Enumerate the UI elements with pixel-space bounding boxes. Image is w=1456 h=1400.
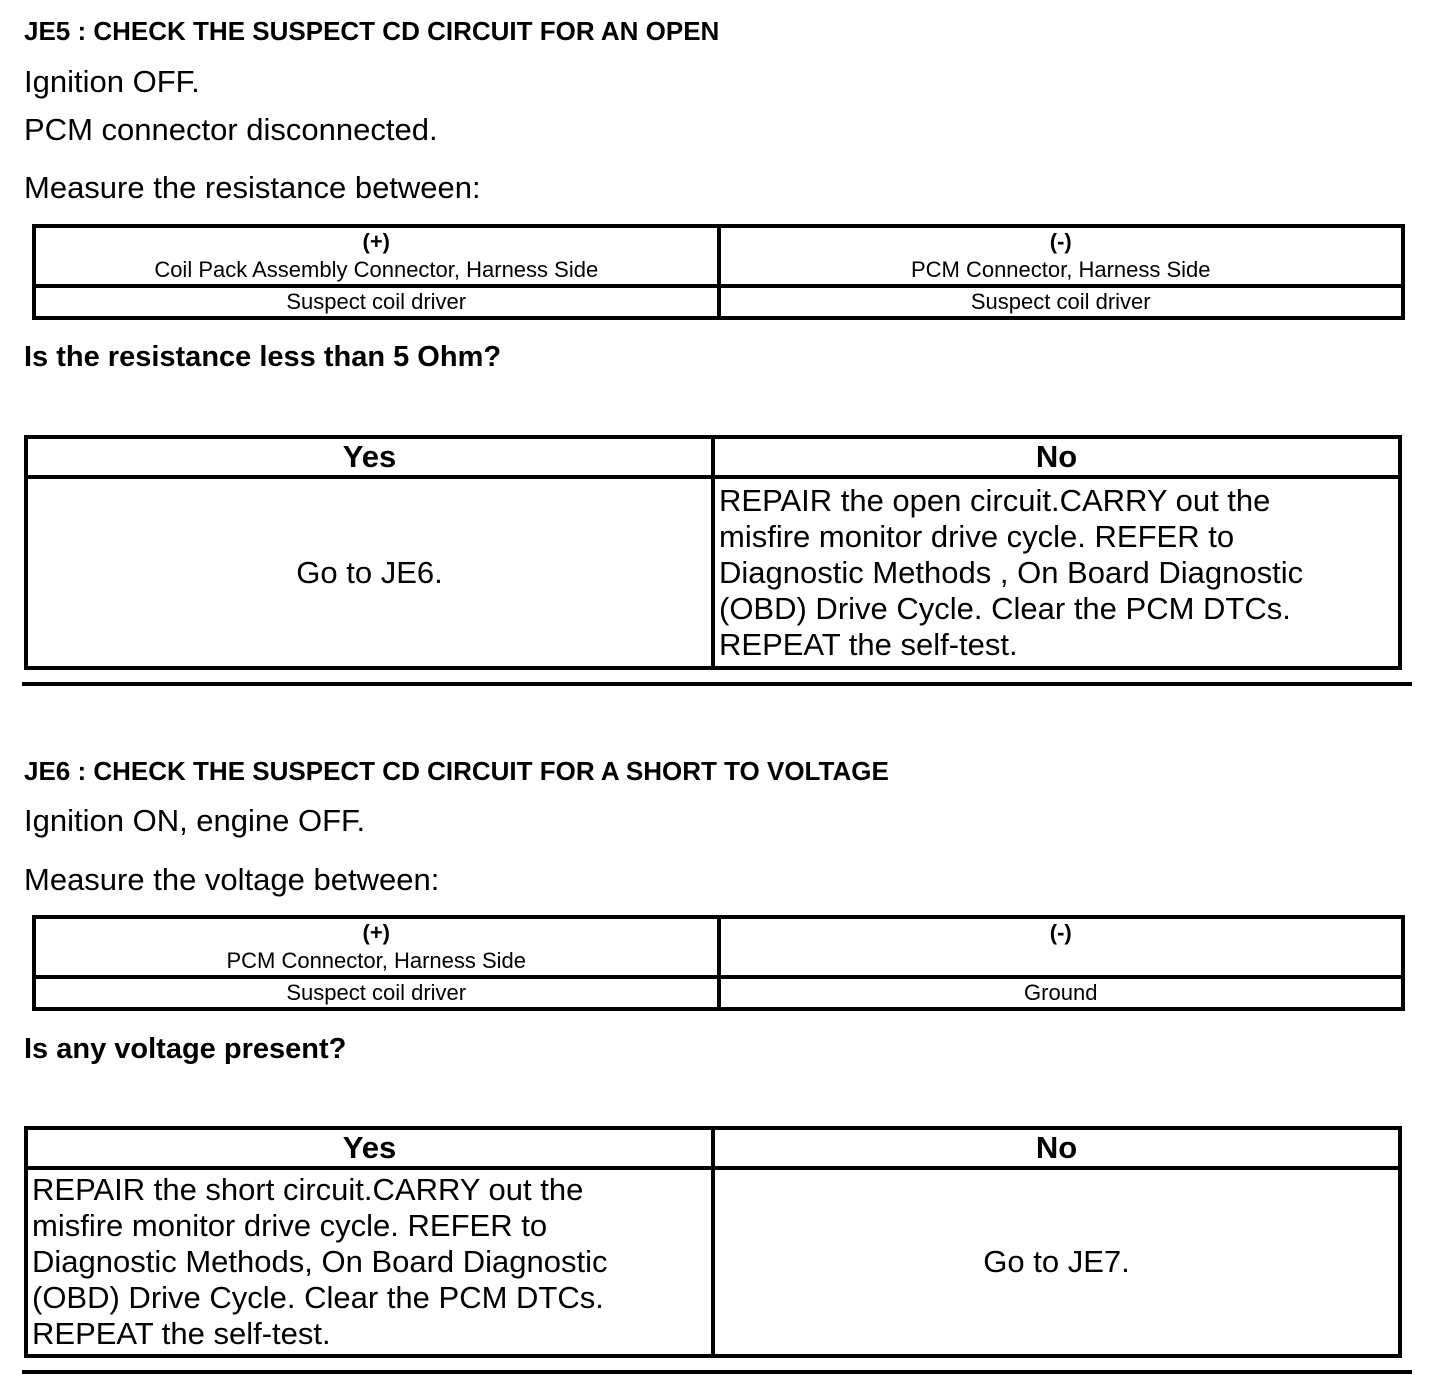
je6-instruction: Measure the voltage between:	[24, 862, 440, 897]
je5-condition-ignition: Ignition OFF.	[24, 64, 200, 99]
je5-minus-value: Suspect coil driver	[719, 286, 1404, 318]
je5-heading: JE5 : CHECK THE SUSPECT CD CIRCUIT FOR AN OPEN	[24, 16, 720, 46]
je5-plus-value: Suspect coil driver	[34, 286, 719, 318]
je5-no-action-line: REPAIR the open circuit.CARRY out the	[719, 482, 1271, 518]
je5-minus-header	[719, 226, 1404, 286]
je6-plus-label: PCM Connector, Harness Side	[226, 948, 527, 973]
je6-yes-header: Yes	[26, 1128, 713, 1168]
je5-instruction: Measure the resistance between:	[24, 170, 481, 205]
je6-plus-header	[34, 917, 719, 977]
je6-yes-action	[26, 1168, 713, 1356]
je5-no-action-line: REPEAT the self-test.	[719, 626, 1018, 662]
je5-condition-connector: PCM connector disconnected.	[24, 112, 438, 147]
je6-yes-action-line: REPEAT the self-test.	[32, 1316, 331, 1351]
je5-no-header: No	[713, 437, 1400, 477]
je5-no-action-line: (OBD) Drive Cycle. Clear the PCM DTCs.	[719, 590, 1291, 626]
je5-decision-table	[24, 435, 1402, 670]
je6-minus-value: Ground	[719, 977, 1404, 1009]
je5-minus-label: PCM Connector, Harness Side	[910, 257, 1211, 282]
section-divider	[22, 682, 1412, 686]
je5-no-action-line: misfire monitor drive cycle. REFER to	[719, 518, 1235, 554]
je6-yes-action-line: (OBD) Drive Cycle. Clear the PCM DTCs.	[32, 1280, 604, 1315]
je5-question: Is the resistance less than 5 Ohm?	[24, 341, 502, 373]
je6-no-action: Go to JE7.	[713, 1168, 1400, 1356]
je5-no-action	[713, 477, 1400, 668]
je6-no-header: No	[713, 1128, 1400, 1168]
je5-plus-label: Coil Pack Assembly Connector, Harness Side	[154, 257, 599, 282]
je6-plus-symbol: (+)	[362, 920, 390, 945]
je5-yes-header: Yes	[26, 437, 713, 477]
je6-measurement-table	[32, 915, 1405, 1011]
je5-measurement-table	[32, 224, 1405, 320]
je6-yes-action-line: REPAIR the short circuit.CARRY out the	[32, 1172, 584, 1207]
je5-no-action-line: Diagnostic Methods , On Board Diagnostic	[719, 554, 1304, 590]
je5-plus-header	[34, 226, 719, 286]
je5-plus-symbol: (+)	[362, 229, 390, 254]
je6-minus-header	[719, 917, 1404, 977]
je6-question: Is any voltage present?	[24, 1033, 347, 1065]
je5-yes-action: Go to JE6.	[26, 477, 713, 668]
je6-condition-ignition: Ignition ON, engine OFF.	[24, 803, 366, 838]
je6-plus-value: Suspect coil driver	[34, 977, 719, 1009]
bottom-divider	[22, 1370, 1412, 1374]
je6-yes-action-line: misfire monitor drive cycle. REFER to	[32, 1208, 548, 1243]
je6-yes-action-line: Diagnostic Methods, On Board Diagnostic	[32, 1244, 608, 1279]
je6-minus-symbol: (-)	[1049, 920, 1072, 945]
je6-heading: JE6 : CHECK THE SUSPECT CD CIRCUIT FOR A SHORT TO VOLTAGE	[24, 756, 889, 786]
je5-minus-symbol: (-)	[1049, 229, 1072, 254]
je6-decision-table	[24, 1126, 1402, 1358]
